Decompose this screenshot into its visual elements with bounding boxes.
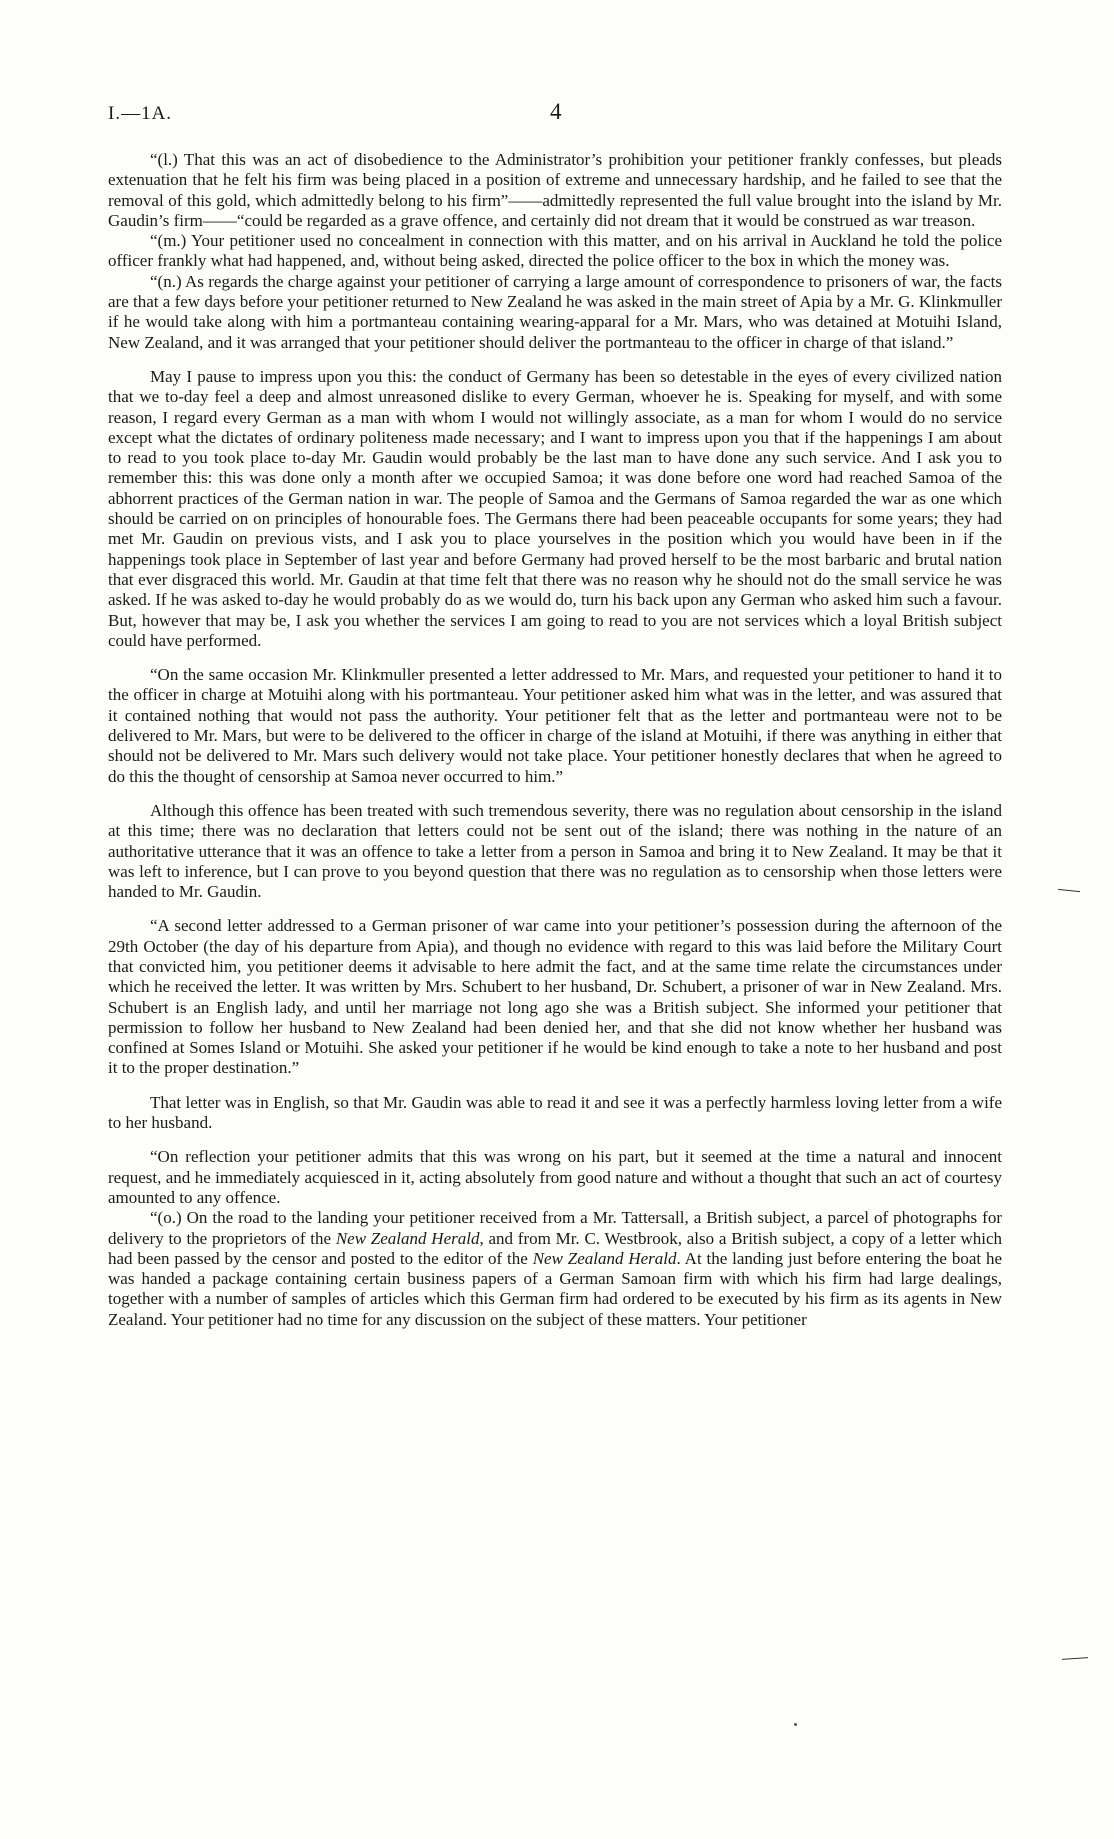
newspaper-title: New Zealand Herald: [532, 1248, 677, 1268]
body-text: [108, 150, 1002, 1330]
paragraph-m: “(m.) Your petitioner used no concealment in connection with this matter, and on his arrival in Auckland he told the police officer frankly what had happened, and, without being asked, directed the police officer to the box in which the money was.: [108, 231, 1002, 271]
paragraph-reflection: “On reflection your petitioner admits that this was wrong on his part, but it seemed at the time a natural and innocent request, and he immediately acquiesced in it, acting absolutely from good nature and without a thought that such an act of courtesy amounted to any offence.: [108, 1147, 1002, 1207]
margin-mark: [1058, 889, 1080, 892]
paragraph-o-text-middle: , and from Mr. C. Westbrook, also a British subject, a copy of a letter which had been passed by the censor and posted to the editor of the: [108, 1228, 1003, 1268]
paragraph-klinkmuller-letter: “On the same occasion Mr. Klinkmuller presented a letter addressed to Mr. Mars, and requested your petitioner to hand it to the officer in charge at Motuihi along with his portmanteau. Your petitioner asked him what was in the letter, and was assured that it contained nothing that would not pass the authority. Your petitioner felt that as the letter and portmanteau were not to be delivered to Mr. Mars, but were to be delivered to the officer in charge of the island at Motuihi, if there was anything in either that should not be delivered to Mr. Mars such delivery would not take place. Your petitioner honestly declares that when he agreed to do this the thought of censorship at Samoa never occurred to him.”: [108, 665, 1002, 786]
paragraph-o-text-after: . At the landing just before entering the boat he was handed a package containing certain business papers of a German Samoan firm with which his firm had large dealings, together with a number of samples of articles which this German firm had ordered to be executed by his firm as its agents in New Zealand. Your petitioner had no time for any discussion on the subject of these matters. Your petitioner: [108, 1248, 1002, 1329]
paragraph-n: “(n.) As regards the charge against your petitioner of carrying a large amount of correspondence to prisoners of war, the facts are that a few days before your petitioner returned to New Zealand he was asked in the main street of Apia by a Mr. G. Klinkmuller if he would take along with him a portmanteau containing wearing-apparal for a Mr. Mars, who was detained at Motuihi Island, New Zealand, and it was arranged that your petitioner should deliver the portmanteau to the officer in charge of that island.”: [108, 271, 1002, 352]
page-header: [108, 99, 1008, 133]
paragraph-o: [108, 1208, 1002, 1330]
paragraph-censorship: Although this offence has been treated with such tremendous severity, there was no regulation about censorship in the island at this time; there was no declaration that letters could not be sent out of the island; there was nothing in the nature of an authoritative utterance that it was an offence to take a letter from a person in Samoa and bring it to New Zealand. It may be that it was left to inference, but I can prove to you beyond question that there was no regulation as to censorship when those letters were handed to Mr. Gaudin.: [108, 800, 1002, 902]
ink-dot: [794, 1723, 797, 1726]
newspaper-title: New Zealand Herald: [335, 1228, 480, 1248]
paragraph-second-letter: “A second letter addressed to a German prisoner of war came into your petitioner’s possession during the afternoon of the 29th October (the day of his departure from Apia), and though no evidence with regard to this was laid before the Military Court that convicted him, you petitioner deems it advisable to here admit the fact, and at the same time relate the circumstances under which he received the letter. It was written by Mrs. Schubert to her husband, Dr. Schubert, a prisoner of war in New Zealand. Mrs. Schubert is an English lady, and until her marriage not long ago she was a British subject. She informed your petitioner that permission to follow her husband to New Zealand had been denied her, and that she did not know whether her husband was confined at Somes Island or Motuihi. She asked your petitioner if he would be kind enough to take a note to her husband and post it to the proper destination.”: [108, 916, 1002, 1078]
document-reference: I.—1A.: [108, 103, 173, 124]
page-number: 4: [550, 99, 562, 124]
paragraph-pause: May I pause to impress upon you this: the conduct of Germany has been so detestable in the eyes of every civilized nation that we to-day feel a deep and almost unreasoned dislike to every German, whoever he is. Speaking for myself, and with some reason, I regard every German as a man with whom I would not willingly associate, as a man for whom I would do no service except what the dictates of ordinary politeness made necessary; and I want to impress upon you that if the happenings I am about to read to you took place to-day Mr. Gaudin would probably be the last man to have done any such service. And I ask you to remember this: this was done only a month after we occupied Samoa; it was done before one word had reached Samoa of the abhorrent practices of the German nation in war. The people of Samoa and the Germans of Samoa regarded the war as one which should be carried on on principles of honourable foes. The Germans there had been peaceable occupants for some years; they had met Mr. Gaudin on previous vists, and I ask you to place yourselves in the position which you would have been in if the happenings took place in September of last year and before Germany had proved herself to be the most barbaric and brutal nation that ever disgraced this world. Mr. Gaudin at that time felt that there was no reason why he should not do the small service he was asked. If he was asked to-day he would probably do as we would do, turn his back upon any German who asked him such a favour. But, however that may be, I ask you whether the services I am going to read to you are not services which a loyal British subject could have performed.: [108, 366, 1002, 650]
paragraph-english-letter: That letter was in English, so that Mr. Gaudin was able to read it and see it was a perfectly harmless loving letter from a wife to her husband.: [108, 1092, 1002, 1133]
margin-mark: [1062, 1657, 1088, 1660]
paragraph-o-text-before: “(o.) On the road to the landing your petitioner received from a Mr. Tattersall, a British subject, a parcel of photographs for delivery to the proprietors of the: [108, 1208, 1002, 1248]
paragraph-l: “(l.) That this was an act of disobedience to the Administrator’s prohibition your petitioner frankly confesses, but pleads extenuation that he felt his firm was being placed in a position of extreme and unnecessary hardship, and he failed to see that the removal of this gold, which admittedly belong to his firm”——admittedly represented the full value brought into the island by Mr. Gaudin’s firm——“could be regarded as a grave offence, and certainly did not dream that it would be construed as war treason.: [108, 150, 1002, 230]
